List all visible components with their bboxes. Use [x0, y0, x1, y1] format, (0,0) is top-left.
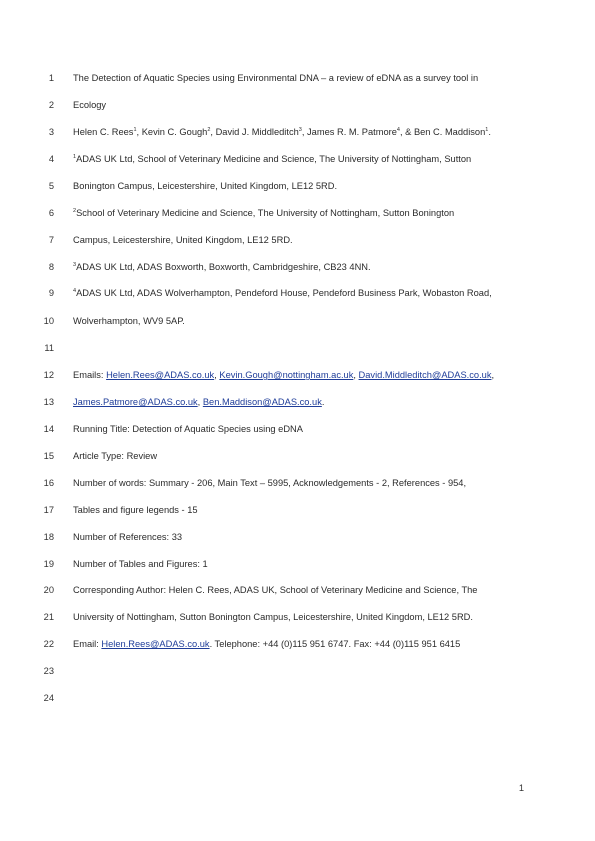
- affiliation-marker: 3: [73, 262, 77, 268]
- affiliation-text: School of Veterinary Medicine and Science, The University of Nottingham, Sutton Bonington: [76, 208, 455, 218]
- running-title: Running Title: Detection of Aquatic Species using eDNA: [73, 424, 303, 434]
- line-number: 1: [48, 73, 54, 83]
- email-label: Email:: [73, 639, 102, 649]
- line-number: 24: [43, 693, 54, 703]
- manuscript-line: [0, 637, 595, 651]
- line-number: 9: [48, 288, 54, 298]
- affiliation-marker: 4: [396, 127, 400, 133]
- line-number: 20: [43, 585, 54, 595]
- affiliation-4: [73, 286, 535, 300]
- line-number: 13: [43, 397, 54, 407]
- affiliation-marker: 4: [73, 288, 77, 294]
- author-name: James R. M. Patmore: [307, 127, 397, 137]
- email-link-patmore[interactable]: James.Patmore@ADAS.co.uk: [73, 397, 198, 407]
- manuscript-line: [0, 476, 595, 490]
- manuscript-line: [0, 610, 595, 624]
- affiliation-4-cont: Wolverhampton, WV9 5AP.: [73, 316, 185, 326]
- email-link-gough[interactable]: Kevin.Gough@nottingham.ac.uk: [219, 370, 354, 380]
- manuscript-line: [0, 286, 595, 300]
- manuscript-line: [0, 449, 595, 463]
- email-separator: ,: [197, 397, 203, 407]
- manuscript-line: [0, 260, 595, 274]
- author-name: David J. Middleditch: [215, 127, 299, 137]
- email-separator: ,: [214, 370, 220, 380]
- manuscript-line: [0, 422, 595, 436]
- corresponding-contact: [73, 637, 535, 651]
- phone-fax: . Telephone: +44 (0)115 951 6747. Fax: +44 (0)115 951 6415: [209, 639, 461, 649]
- email-link-maddison[interactable]: Ben.Maddison@ADAS.co.uk: [202, 397, 322, 407]
- manuscript-line: [0, 503, 595, 517]
- line-number: 15: [43, 451, 54, 461]
- manuscript-line: [0, 206, 595, 220]
- reference-count: Number of References: 33: [73, 532, 183, 542]
- line-number: 11: [44, 343, 54, 353]
- manuscript-line: [0, 152, 595, 166]
- affiliation-2-cont: Campus, Leicestershire, United Kingdom, LE12 5RD.: [73, 235, 293, 245]
- emails-line-1: [73, 368, 523, 382]
- line-number: 23: [43, 666, 54, 676]
- author-name: Kevin C. Gough: [141, 127, 208, 137]
- line-number: 16: [43, 478, 54, 488]
- affiliation-marker: 2: [73, 208, 77, 214]
- line-number: 19: [43, 559, 54, 569]
- affiliation-text: ADAS UK Ltd, ADAS Boxworth, Boxworth, Cambridgeshire, CB23 4NN.: [76, 262, 371, 272]
- emails-line-2: [73, 395, 535, 409]
- author-separator: , &: [399, 127, 414, 137]
- title-line-1: The Detection of Aquatic Species using Environmental DNA – a review of eDNA as a survey tool in: [73, 73, 479, 83]
- line-number: 14: [43, 424, 54, 434]
- manuscript-line: [0, 368, 595, 382]
- affiliation-1-cont: Bonington Campus, Leicestershire, United Kingdom, LE12 5RD.: [73, 181, 338, 191]
- manuscript-line: [0, 71, 595, 85]
- author-name: Helen C. Rees: [73, 127, 134, 137]
- author-name: Ben C. Maddison: [413, 127, 486, 137]
- line-number: 7: [48, 235, 54, 245]
- manuscript-line: [0, 125, 595, 139]
- affiliation-marker: 2: [207, 127, 211, 133]
- corresponding-author-cont: University of Nottingham, Sutton Bonington Campus, Leicestershire, United Kingdom, LE12 5RD.: [73, 612, 473, 622]
- affiliation-text: ADAS UK Ltd, ADAS Wolverhampton, Pendeford House, Pendeford Business Park, Wobaston Road,: [76, 288, 492, 298]
- email-list-end: .: [321, 397, 325, 407]
- line-number: 8: [48, 262, 54, 272]
- author-list: [73, 125, 535, 139]
- manuscript-line: [0, 557, 595, 571]
- affiliation-3: [73, 260, 535, 274]
- email-link-rees[interactable]: Helen.Rees@ADAS.co.uk: [106, 370, 215, 380]
- line-number: 3: [48, 127, 54, 137]
- page-number: 1: [518, 783, 524, 793]
- email-separator: ,: [353, 370, 359, 380]
- manuscript-line: [0, 341, 595, 355]
- line-number: 17: [43, 505, 54, 515]
- line-number: 21: [43, 612, 54, 622]
- author-separator: ,: [210, 127, 216, 137]
- manuscript-line: [0, 98, 595, 112]
- manuscript-line: [0, 314, 595, 328]
- affiliation-text: ADAS UK Ltd, School of Veterinary Medicine and Science, The University of Nottingham, Sutton: [76, 154, 472, 164]
- manuscript-line: [0, 691, 595, 705]
- manuscript-line: [0, 583, 595, 597]
- email-separator: ,: [491, 370, 495, 380]
- article-type: Article Type: Review: [73, 451, 158, 461]
- affiliation-marker: 1: [73, 154, 77, 160]
- word-count: Number of words: Summary - 206, Main Text – 5995, Acknowledgements - 2, References - 954,: [73, 478, 467, 488]
- corresponding-author: Corresponding Author: Helen C. Rees, ADAS UK, School of Veterinary Medicine and Science, The: [73, 585, 478, 595]
- author-separator: ,: [136, 127, 142, 137]
- line-number: 18: [43, 532, 54, 542]
- title-line-2: Ecology: [73, 100, 107, 110]
- affiliation-2: [73, 206, 535, 220]
- manuscript-line: [0, 233, 595, 247]
- line-number: 22: [43, 639, 54, 649]
- line-number: 6: [48, 208, 54, 218]
- affiliation-marker: 1: [133, 127, 137, 133]
- tables-figures-count: Number of Tables and Figures: 1: [73, 559, 208, 569]
- email-link-corresponding[interactable]: Helen.Rees@ADAS.co.uk: [101, 639, 210, 649]
- line-number: 12: [43, 370, 54, 380]
- author-list-end: .: [488, 127, 491, 137]
- author-separator: ,: [301, 127, 308, 137]
- manuscript-line: [0, 530, 595, 544]
- line-number: 2: [48, 100, 54, 110]
- affiliation-marker: 3: [298, 127, 302, 133]
- word-count-cont: Tables and figure legends - 15: [73, 505, 198, 515]
- email-link-middleditch[interactable]: David.Middleditch@ADAS.co.uk: [358, 370, 492, 380]
- manuscript-line: [0, 179, 595, 193]
- manuscript-line: [0, 664, 595, 678]
- line-number: 4: [48, 154, 54, 164]
- line-number: 10: [43, 316, 54, 326]
- emails-label: Emails:: [73, 370, 107, 380]
- affiliation-marker: 1: [485, 127, 489, 133]
- line-number: 5: [48, 181, 54, 191]
- affiliation-1: [73, 152, 535, 166]
- manuscript-line: [0, 395, 595, 409]
